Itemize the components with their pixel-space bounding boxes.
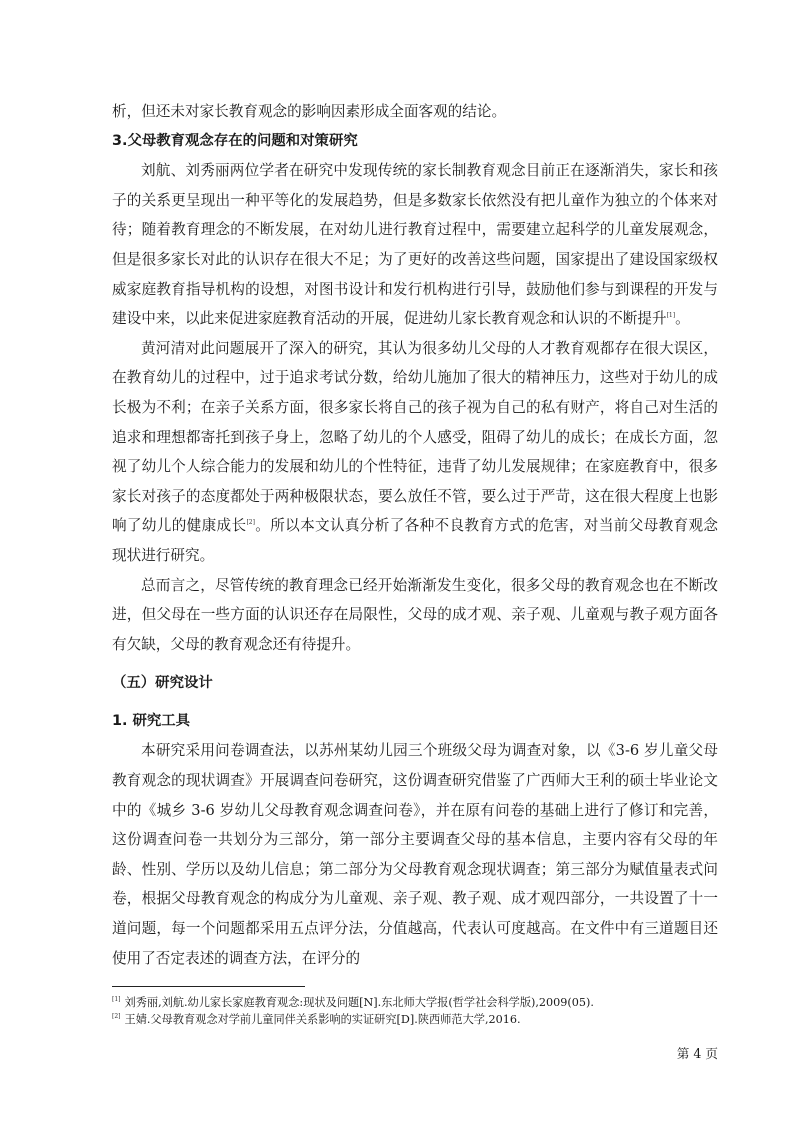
paragraph-continuation: 析，但还未对家长教育观念的影响因素形成全面客观的结论。 — [112, 103, 507, 120]
main-text — [112, 97, 718, 973]
paragraph-liu-text: 刘航、刘秀丽两位学者在研究中发现传统的家长制教育观念目前正在逐渐消失，家长和孩子的关系更呈现出一种平等化的发展趋势，但是多数家长依然没有把儿童作为独立的个体来对待；随着教育理念的不断发展，在对幼儿进行教育过程中，需要建立起科学的儿童发展观念，但是很多家长对此的认识存在很大不足；为了更好的改善这些问题，国家提出了建设国家级权威家庭教育指导机构的设想，对图书设计和发行机构进行引导，鼓励他们参与到课程的开发与建设中来，以此来促进家庭教育活动的开展，促进幼儿家长教育观念和认识的不断提升 — [112, 162, 718, 328]
section-heading-research-design: （五）研究设计 — [112, 675, 213, 692]
paragraph-huang — [112, 334, 718, 571]
footnote-mark-2: [2] — [112, 1013, 121, 1020]
footnote-ref-2[interactable]: [2] — [246, 519, 255, 527]
spacer — [112, 659, 718, 669]
section-heading-3: 3.父母教育观念存在的问题和对策研究 — [112, 132, 358, 149]
spacer — [112, 699, 718, 707]
paragraph-summary: 总而言之，尽管传统的教育理念已经开始渐渐发生变化，很多父母的教育观念也在不断改进，但父母在一些方面的认识还存在局限性，父母的成才观、亲子观、儿童观与教子观方面各有欠缺，父母的教育观念还有待提升。 — [112, 576, 718, 653]
footnote-text-2: 王婧.父母教育观念对学前儿童同伴关系影响的实证研究[D].陕西师范大学,2016. — [124, 1013, 521, 1026]
footnote-divider — [112, 986, 305, 987]
footnote-text-1: 刘秀丽,刘航.幼儿家长家庭教育观念:现状及问题[N].东北师大学报(哲学社会科学版),2009(05). — [124, 996, 594, 1009]
subsection-heading-tools: 1. 研究工具 — [112, 712, 191, 729]
page-number: 第 4 页 — [676, 1046, 718, 1061]
paragraph-liu — [112, 156, 718, 334]
footnote-1 — [112, 994, 718, 1011]
paragraph-huang-end: 。所以本文认真分析了各种不良教育方式的危害，对当前父母教育观念现状进行研究。 — [112, 517, 718, 564]
paragraph-huang-text: 黄河清对此问题展开了深入的研究，其认为很多幼儿父母的人才教育观都存在很大误区，在教育幼儿的过程中，过于追求考试分数，给幼儿施加了很大的精神压力，这些对于幼儿的成长极为不利；在亲子关系方面，很多家长将自己的孩子视为自己的私有财产，将自己对生活的追求和理想都寄托到孩子身上，忽略了幼儿的个人感受，阻碍了幼儿的成长；在成长方面，忽视了幼儿个人综合能力的发展和幼儿的个性特征，违背了幼儿发展规律；在家庭教育中，很多家长对孩子的态度都处于两种极限状态，要么放任不管，要么过于严苛，这在很大程度上也影响了幼儿的健康成长 — [112, 339, 718, 535]
footnotes — [112, 994, 718, 1028]
footnote-ref-1[interactable]: [1] — [666, 312, 676, 320]
paragraph-liu-end: 。 — [675, 310, 690, 328]
footnote-mark-1: [1] — [112, 996, 121, 1003]
paragraph-tools: 本研究采用问卷调查法，以苏州某幼儿园三个班级父母为调查对象，以《3-6 岁儿童父母教育观念的现状调查》开展调查问卷研究，这份调查研究借鉴了广西师大王利的硕士毕业论文中的《城乡 3-6 岁幼儿父母教育观念调查问卷》，并在原有问卷的基础上进行了修订和完善，这份调查问卷一共划分为三部分，第一部分主要调查父母的基本信息，主要内容有父母的年龄、性别、学历以及幼儿信息；第二部分为父母教育观念现状调查；第三部分为赋值量表式问卷，根据父母教育观念的构成分为儿童观、亲子观、教子观、成才观四部分，一共设置了十一道问题，每一个问题都采用五点评分法，分值越高，代表认可度越高。在文件中有三道题目还使用了否定表述的调查方法，在评分的 — [112, 742, 718, 967]
footnote-2 — [112, 1011, 718, 1028]
